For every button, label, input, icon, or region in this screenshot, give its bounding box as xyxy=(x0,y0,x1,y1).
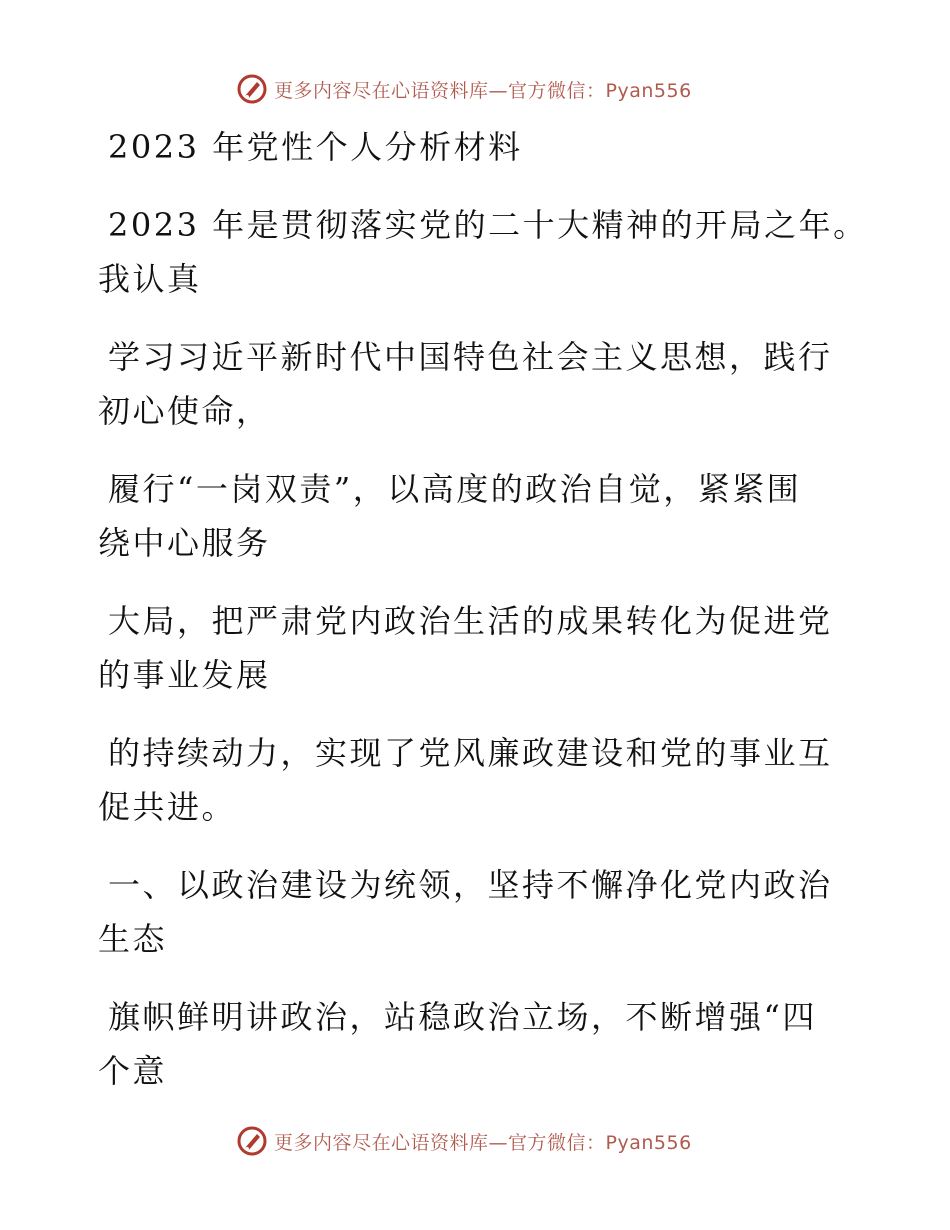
paragraph-line: 履行“一岗双责”，以高度的政治自觉，紧紧围 xyxy=(108,470,802,508)
paragraph-line: 我认真 xyxy=(98,260,202,298)
section-heading-continued: 生态 xyxy=(98,920,168,958)
pen-logo-icon xyxy=(236,73,268,105)
header-watermark-banner xyxy=(236,72,692,106)
watermark-text: 更多内容尽在心语资料库—官方微信：Pyan556 xyxy=(274,1131,692,1154)
pen-logo-icon xyxy=(236,1125,268,1157)
document-title: 2023 年党性个人分析材料 xyxy=(108,128,523,166)
document-body xyxy=(98,120,868,1098)
footer-watermark-banner xyxy=(236,1124,692,1158)
paragraph-line: 大局，把严肃党内政治生活的成果转化为促进党 xyxy=(108,602,833,640)
watermark-text: 更多内容尽在心语资料库—官方微信：Pyan556 xyxy=(274,79,692,102)
paragraph-line: 旗帜鲜明讲政治，站稳政治立场，不断增强“四 xyxy=(108,998,817,1036)
paragraph-line: 初心使命， xyxy=(98,392,271,430)
paragraph-line: 2023 年是贯彻落实党的二十大精神的开局之年。 xyxy=(108,206,868,244)
paragraph-line: 的持续动力，实现了党风廉政建设和党的事业互 xyxy=(108,734,833,772)
paragraph-line: 个意 xyxy=(98,1052,168,1090)
section-heading: 一、以政治建设为统领，坚持不懈净化党内政治 xyxy=(108,866,833,904)
paragraph-line: 学习习近平新时代中国特色社会主义思想，践行 xyxy=(108,338,833,376)
paragraph-line: 绕中心服务 xyxy=(98,524,271,562)
paragraph-line: 促共进。 xyxy=(98,788,237,826)
paragraph-line: 的事业发展 xyxy=(98,656,271,694)
